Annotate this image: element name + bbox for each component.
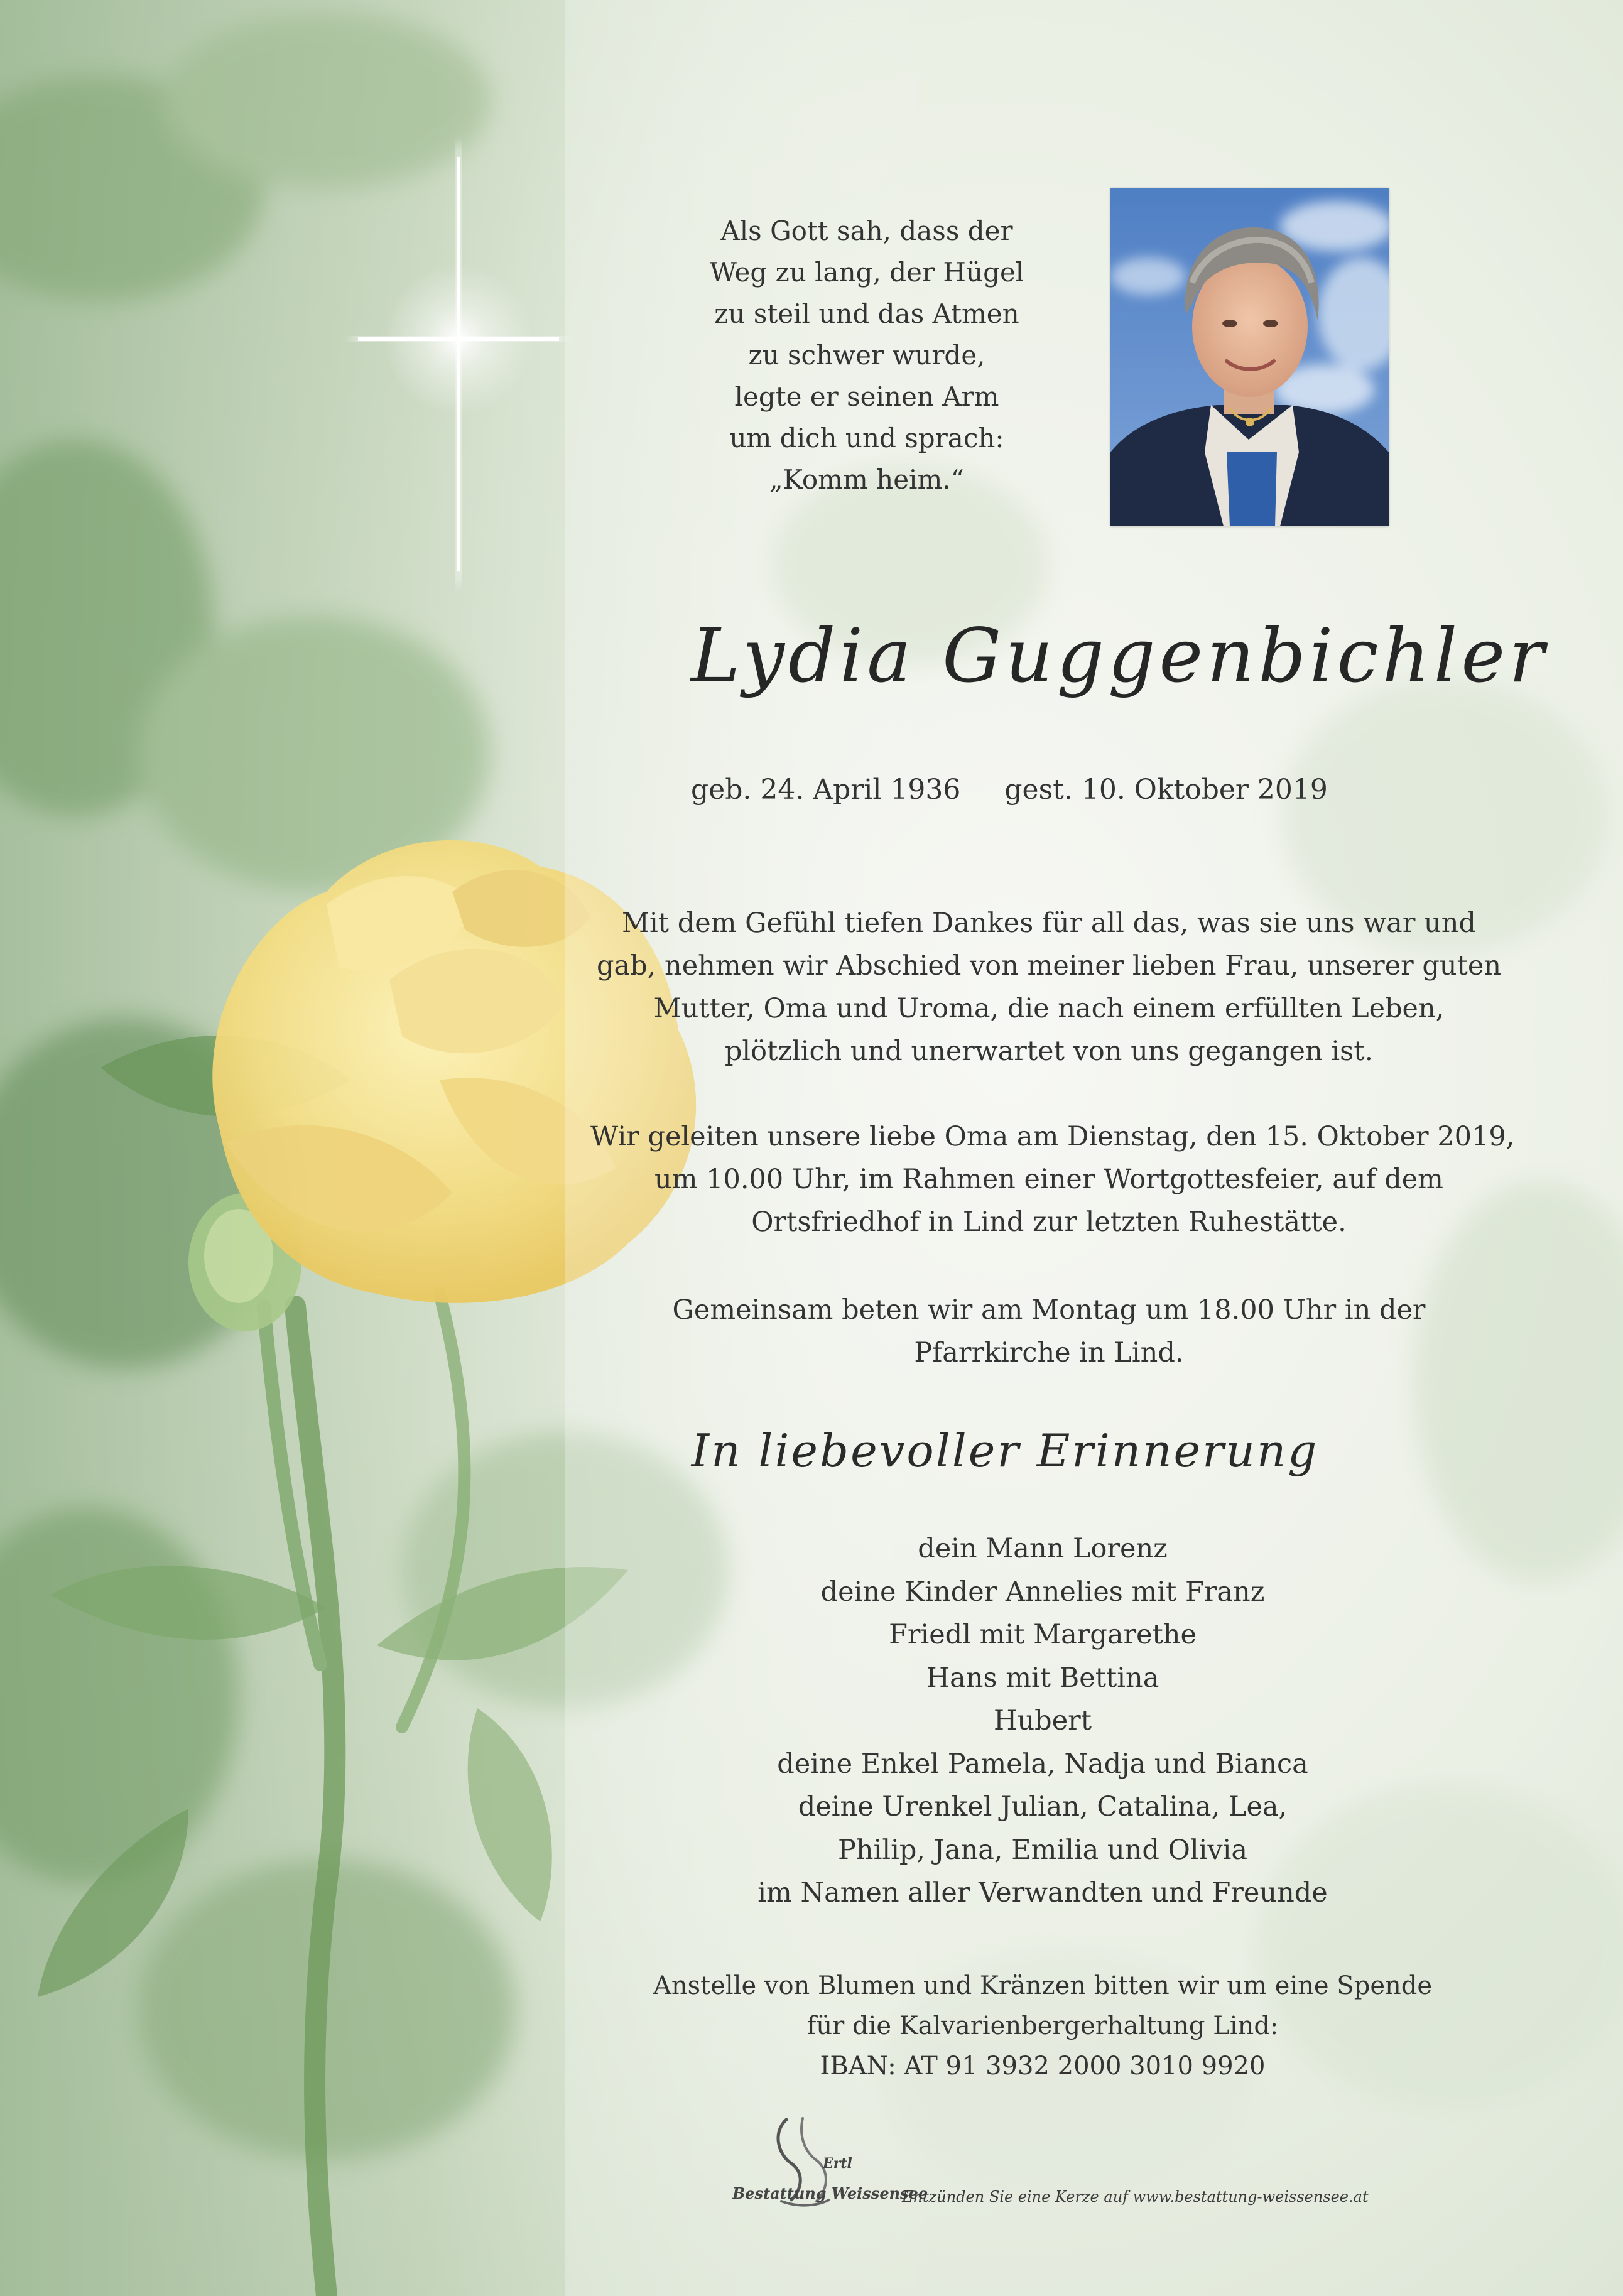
farewell-paragraph	[590, 902, 1507, 1073]
birth-date: geb. 24. April 1936	[691, 774, 961, 806]
paragraph-line: Mit dem Gefühl tiefen Dankes für all das, was sie uns war und	[622, 907, 1476, 939]
paragraph-line: gab, nehmen wir Abschied von meiner lieben Frau, unserer guten	[596, 950, 1502, 982]
family-line: deine Urenkel Julian, Catalina, Lea,	[798, 1791, 1288, 1822]
family-line: deine Enkel Pamela, Nadja und Bianca	[777, 1748, 1308, 1780]
poem	[666, 210, 1068, 501]
paragraph-line: Ortsfriedhof in Lind zur letzten Ruhestätte.	[751, 1206, 1347, 1238]
family-line: deine Kinder Annelies mit Franz	[820, 1576, 1265, 1608]
family-line: Hans mit Bettina	[926, 1662, 1159, 1694]
paragraph-line: Wir geleiten unsere liebe Oma am Dienstag, den 15. Oktober 2019,	[590, 1121, 1515, 1152]
life-dates	[691, 774, 1328, 806]
poem-line: zu schwer wurde,	[748, 340, 985, 371]
poem-line: zu steil und das Atmen	[714, 298, 1019, 329]
poem-line: „Komm heim.“	[769, 464, 965, 495]
paragraph-line: um 10.00 Uhr, im Rahmen einer Wortgottesfeier, auf dem	[654, 1164, 1443, 1195]
paragraph-line: Gemeinsam beten wir am Montag um 18.00 Uhr in der	[672, 1294, 1426, 1326]
donation-note	[616, 1966, 1470, 2086]
donation-line: Anstelle von Blumen und Kränzen bitten wir um eine Spende	[653, 1971, 1433, 2000]
memory-heading: In liebevoller Erinnerung	[691, 1424, 1319, 1477]
paragraph-line: plötzlich und unerwartet von uns gegangen ist.	[724, 1036, 1374, 1067]
poem-line: um dich und sprach:	[729, 423, 1004, 453]
prayer-paragraph	[590, 1289, 1507, 1374]
paragraph-line: Pfarrkirche in Lind.	[914, 1337, 1184, 1368]
poem-line: legte er seinen Arm	[734, 381, 999, 412]
poem-line: Weg zu lang, der Hügel	[709, 257, 1024, 288]
deceased-name: Lydia Guggenbichler	[691, 612, 1548, 699]
family-list	[628, 1527, 1457, 1915]
logo-ertl-text: Ertl	[823, 2155, 852, 2172]
donation-line: für die Kalvarienbergerhaltung Lind:	[806, 2012, 1279, 2040]
logo-main-text: Bestattung Weissensee	[732, 2184, 928, 2202]
funeral-paragraph	[590, 1115, 1515, 1243]
iban-line: IBAN: AT 91 3932 2000 3010 9920	[820, 2052, 1266, 2081]
poem-line: Als Gott sah, dass der	[720, 215, 1013, 246]
death-date: gest. 10. Oktober 2019	[1004, 774, 1328, 806]
family-line: Friedl mit Margarethe	[889, 1619, 1197, 1650]
portrait-photo	[1110, 188, 1389, 526]
family-line: Philip, Jana, Emilia und Olivia	[837, 1834, 1248, 1866]
family-line: im Namen aller Verwandten und Freunde	[757, 1877, 1328, 1909]
paragraph-line: Mutter, Oma und Uroma, die nach einem erfüllten Leben,	[653, 993, 1445, 1024]
candle-link[interactable]: Entzünden Sie eine Kerze auf www.bestattung-weissensee.at	[902, 2188, 1369, 2206]
family-line: Hubert	[993, 1705, 1092, 1736]
family-line: dein Mann Lorenz	[918, 1533, 1168, 1564]
